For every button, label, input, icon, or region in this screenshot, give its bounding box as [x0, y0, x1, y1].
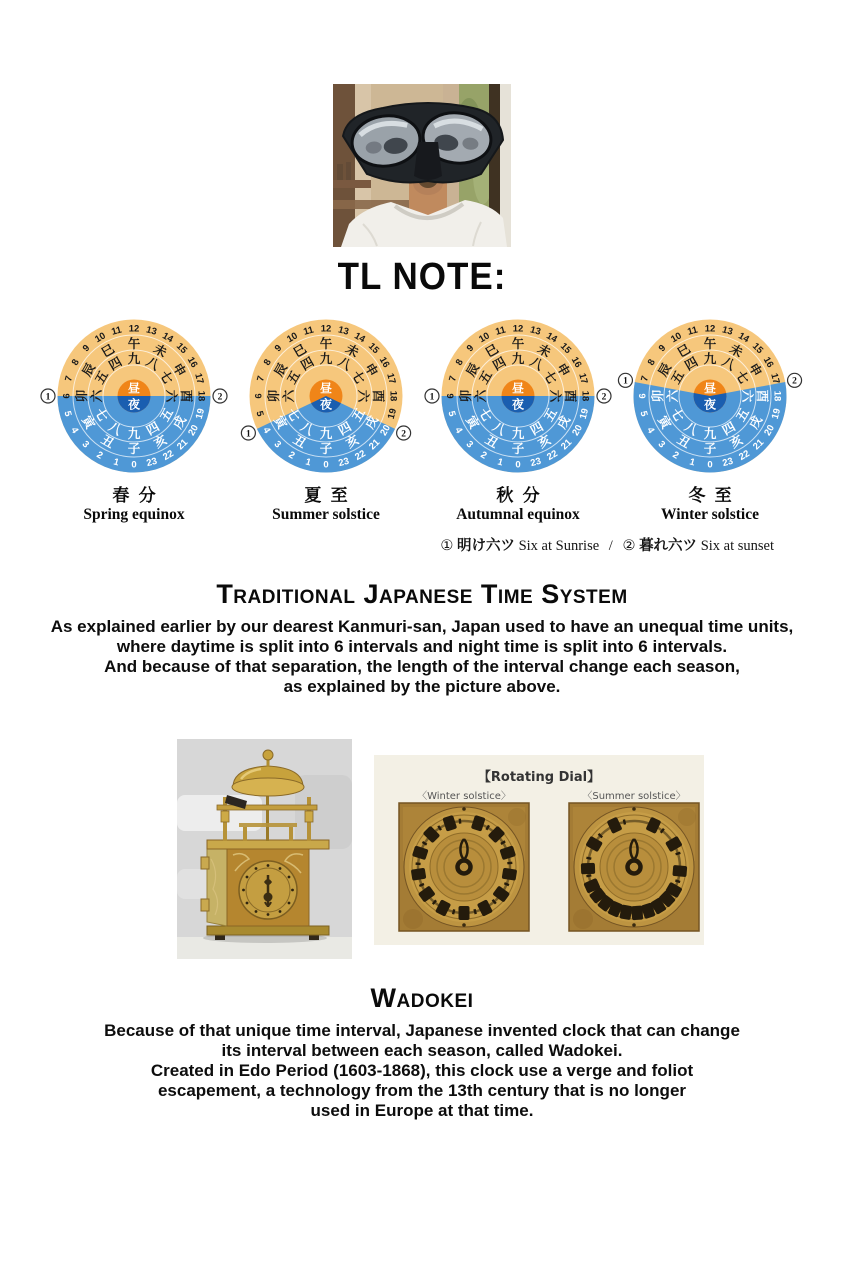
svg-text:辰: 辰 [270, 360, 291, 379]
svg-text:八: 八 [143, 353, 162, 374]
svg-text:9: 9 [656, 342, 669, 355]
svg-text:15: 15 [365, 340, 382, 357]
dial-group-winter [614, 319, 806, 524]
svg-text:五: 五 [732, 405, 752, 424]
svg-text:1: 1 [496, 456, 505, 469]
text-line: its interval between each season, called Wadokei. [221, 1041, 623, 1060]
sunrise-japanese-term: 明け六ツ [456, 538, 515, 554]
svg-text:子: 子 [319, 440, 333, 456]
season-dials-row [0, 319, 844, 524]
svg-text:20: 20 [378, 423, 394, 438]
svg-text:12: 12 [320, 323, 332, 335]
svg-text:18: 18 [387, 390, 399, 402]
svg-text:戌: 戌 [169, 413, 189, 432]
svg-text:七: 七 [732, 368, 753, 387]
svg-text:19: 19 [385, 407, 400, 421]
svg-text:3: 3 [655, 438, 668, 451]
svg-text:14: 14 [736, 330, 751, 346]
svg-text:四: 四 [106, 353, 125, 374]
svg-text:19: 19 [769, 407, 784, 421]
season-kanji-label: 春分 [112, 486, 166, 506]
page-title: TL NOTE: [337, 255, 507, 298]
svg-text:申: 申 [553, 360, 574, 379]
svg-text:9: 9 [272, 342, 285, 355]
svg-text:夜: 夜 [127, 397, 141, 412]
svg-text:1: 1 [429, 392, 435, 403]
time-system-paragraph [0, 617, 844, 697]
svg-text:昼: 昼 [703, 381, 717, 396]
svg-text:12: 12 [704, 323, 716, 335]
svg-text:六: 六 [740, 389, 756, 403]
svg-text:九: 九 [319, 350, 333, 366]
svg-text:21: 21 [175, 437, 191, 453]
svg-text:寅: 寅 [463, 413, 483, 432]
svg-text:23: 23 [721, 455, 735, 470]
svg-text:八: 八 [682, 418, 701, 438]
svg-text:四: 四 [682, 353, 701, 374]
svg-text:16: 16 [376, 355, 392, 370]
svg-text:丑: 丑 [482, 431, 501, 451]
text-line: Because of that unique time interval, Japanese invented clock that can change [104, 1021, 740, 1040]
svg-text:四: 四 [527, 418, 546, 438]
svg-text:4: 4 [260, 425, 273, 436]
circled-two-icon: ② [622, 538, 636, 554]
svg-text:0: 0 [707, 459, 713, 471]
svg-text:五: 五 [283, 368, 304, 387]
svg-text:1: 1 [623, 376, 628, 387]
svg-text:17: 17 [192, 372, 206, 386]
circled-one-icon: ① [440, 538, 454, 554]
summer-solstice-dial-diagram [230, 319, 422, 478]
svg-text:九: 九 [703, 425, 717, 441]
svg-text:酉: 酉 [755, 389, 771, 403]
svg-text:6: 6 [637, 393, 649, 399]
season-kanji-label: 冬至 [688, 486, 742, 506]
svg-text:四: 四 [143, 418, 162, 438]
svg-text:22: 22 [737, 448, 752, 464]
sunrise-english-term: Six at Sunrise [518, 538, 600, 554]
headlight-man-photo [333, 84, 511, 247]
sunset-marker-icon [788, 373, 802, 387]
svg-text:16: 16 [184, 355, 200, 370]
svg-text:九: 九 [127, 425, 141, 441]
clock-side-panel [207, 845, 227, 926]
svg-text:戌: 戌 [553, 413, 573, 432]
svg-text:四: 四 [335, 418, 354, 438]
dial-group-summer [230, 319, 422, 524]
svg-text:四: 四 [298, 353, 317, 374]
svg-text:10: 10 [285, 330, 300, 346]
svg-text:申: 申 [361, 360, 382, 379]
svg-text:12: 12 [128, 323, 140, 335]
svg-text:寅: 寅 [79, 413, 99, 432]
svg-text:15: 15 [173, 340, 190, 357]
svg-text:19: 19 [577, 407, 592, 421]
svg-text:亥: 亥 [727, 431, 746, 451]
wadokei-heading: Wadokei [370, 983, 474, 1013]
sunrise-marker-icon [618, 373, 632, 387]
svg-text:申: 申 [745, 360, 766, 379]
sunset-japanese-term: 暮れ六ツ [639, 538, 698, 554]
rotating-dial-photo [374, 755, 704, 945]
svg-text:11: 11 [686, 324, 699, 338]
svg-text:五: 五 [156, 405, 176, 424]
svg-text:酉: 酉 [563, 389, 579, 403]
svg-text:未: 未 [343, 340, 362, 361]
sunrise-sunset-legend [0, 534, 774, 555]
svg-text:巳: 巳 [290, 340, 309, 361]
svg-text:17: 17 [384, 372, 398, 386]
svg-text:10: 10 [477, 330, 492, 346]
svg-text:23: 23 [145, 455, 159, 470]
svg-text:19: 19 [193, 407, 208, 421]
summer-solstice-plate-label: 〈Summer solstice〉 [581, 791, 686, 802]
svg-text:2: 2 [670, 449, 681, 462]
svg-text:亥: 亥 [151, 431, 170, 451]
svg-text:子: 子 [511, 440, 525, 456]
svg-text:丑: 丑 [290, 431, 309, 451]
svg-text:六: 六 [88, 389, 104, 403]
svg-text:丑: 丑 [674, 431, 693, 451]
svg-text:酉: 酉 [179, 389, 195, 403]
svg-text:21: 21 [559, 437, 575, 453]
svg-text:八: 八 [335, 353, 354, 374]
sunrise-marker-icon [241, 426, 255, 440]
svg-text:昼: 昼 [511, 381, 525, 396]
svg-text:21: 21 [751, 437, 767, 453]
svg-text:六: 六 [280, 389, 296, 403]
svg-text:6: 6 [253, 393, 265, 399]
svg-text:六: 六 [164, 389, 180, 403]
svg-text:9: 9 [80, 342, 93, 355]
svg-text:八: 八 [527, 353, 546, 374]
autumnal-equinox-dial-diagram [422, 319, 614, 478]
svg-text:7: 7 [255, 374, 268, 383]
svg-text:四: 四 [490, 353, 509, 374]
svg-text:8: 8 [69, 357, 82, 368]
svg-text:2: 2 [401, 429, 406, 440]
svg-text:九: 九 [127, 350, 141, 366]
svg-text:午: 午 [319, 335, 333, 351]
svg-text:2: 2 [792, 376, 797, 387]
svg-text:3: 3 [79, 438, 92, 451]
svg-text:亥: 亥 [535, 431, 554, 451]
svg-text:八: 八 [298, 418, 317, 438]
svg-text:午: 午 [127, 335, 141, 351]
sunset-marker-icon [213, 389, 227, 403]
svg-text:13: 13 [144, 324, 158, 338]
svg-text:21: 21 [367, 437, 383, 453]
svg-text:14: 14 [160, 330, 175, 346]
text-line: where daytime is split into 6 intervals and night time is split into 6 intervals. [116, 637, 728, 656]
svg-text:0: 0 [515, 459, 521, 471]
svg-text:卯: 卯 [649, 389, 665, 403]
svg-text:辰: 辰 [78, 360, 99, 379]
svg-text:寅: 寅 [271, 413, 291, 432]
svg-text:20: 20 [186, 423, 202, 438]
svg-text:17: 17 [768, 372, 782, 386]
svg-text:23: 23 [529, 455, 543, 470]
svg-text:5: 5 [445, 409, 458, 418]
dial-group-autumn [422, 319, 614, 524]
svg-text:9: 9 [464, 342, 477, 355]
svg-text:13: 13 [336, 324, 350, 338]
svg-text:七: 七 [284, 405, 304, 424]
sunrise-marker-icon [41, 389, 55, 403]
svg-text:戌: 戌 [745, 413, 765, 432]
season-english-label: Summer solstice [272, 506, 380, 523]
text-line: Created in Edo Period (1603-1868), this clock use a verge and foliot [150, 1061, 694, 1080]
svg-text:5: 5 [637, 409, 650, 418]
svg-text:0: 0 [131, 459, 137, 471]
svg-text:夜: 夜 [511, 397, 525, 412]
svg-text:八: 八 [106, 418, 125, 438]
svg-text:14: 14 [352, 330, 367, 346]
svg-text:七: 七 [540, 368, 561, 387]
svg-text:1: 1 [688, 456, 697, 469]
svg-text:3: 3 [463, 438, 476, 451]
svg-text:辰: 辰 [654, 360, 675, 379]
svg-text:6: 6 [61, 393, 73, 399]
svg-text:15: 15 [557, 340, 574, 357]
svg-text:九: 九 [511, 425, 525, 441]
svg-text:八: 八 [490, 418, 509, 438]
text-line: And because of that separation, the length of the interval change each season, [104, 657, 740, 676]
svg-text:20: 20 [570, 423, 586, 438]
time-system-heading: Traditional Japanese Time System [216, 579, 628, 609]
svg-text:1: 1 [112, 456, 121, 469]
winter-dial-plate [399, 803, 529, 931]
wadokei-clock-photo [177, 739, 352, 959]
svg-text:寅: 寅 [655, 413, 675, 432]
svg-text:7: 7 [639, 374, 652, 383]
svg-text:1: 1 [45, 392, 51, 403]
svg-text:四: 四 [719, 418, 738, 438]
svg-text:未: 未 [535, 340, 554, 361]
svg-text:6: 6 [445, 393, 457, 399]
svg-text:午: 午 [703, 335, 717, 351]
sunrise-marker-icon [425, 389, 439, 403]
svg-text:未: 未 [727, 340, 746, 361]
svg-text:九: 九 [511, 350, 525, 366]
svg-text:巳: 巳 [674, 340, 693, 361]
svg-text:14: 14 [544, 330, 559, 346]
svg-text:4: 4 [452, 425, 465, 436]
svg-text:2: 2 [286, 449, 297, 462]
svg-text:17: 17 [576, 372, 590, 386]
svg-text:7: 7 [447, 374, 460, 383]
svg-text:亥: 亥 [343, 431, 362, 451]
svg-text:16: 16 [760, 355, 776, 370]
rotating-dial-title: 【Rotating Dial】 [477, 770, 600, 785]
foliot-bar [217, 805, 317, 810]
svg-text:七: 七 [668, 405, 688, 424]
svg-text:九: 九 [319, 425, 333, 441]
svg-text:16: 16 [568, 355, 584, 370]
svg-text:15: 15 [749, 340, 766, 357]
svg-text:2: 2 [601, 392, 607, 403]
winter-solstice-dial-diagram [614, 319, 806, 478]
svg-text:2: 2 [478, 449, 489, 462]
text-line: used in Europe at that time. [310, 1101, 534, 1120]
svg-text:1: 1 [246, 429, 251, 440]
svg-text:七: 七 [348, 368, 369, 387]
svg-text:18: 18 [195, 390, 207, 402]
svg-text:23: 23 [337, 455, 351, 470]
svg-text:卯: 卯 [73, 389, 89, 403]
svg-text:22: 22 [545, 448, 560, 464]
svg-text:3: 3 [271, 438, 284, 451]
svg-text:12: 12 [512, 323, 524, 335]
svg-text:4: 4 [644, 425, 657, 436]
svg-text:20: 20 [762, 423, 778, 438]
svg-text:七: 七 [92, 405, 112, 424]
svg-text:13: 13 [720, 324, 734, 338]
text-line: As explained earlier by our dearest Kanmuri-san, Japan used to have an unequal time units, [50, 617, 794, 636]
svg-text:未: 未 [151, 340, 170, 361]
svg-text:五: 五 [475, 368, 496, 387]
text-line: escapement, a technology from the 13th century that is no longer [157, 1081, 687, 1100]
svg-text:7: 7 [63, 374, 76, 383]
svg-text:18: 18 [771, 390, 783, 402]
svg-text:8: 8 [645, 357, 658, 368]
season-english-label: Autumnal equinox [456, 506, 580, 523]
svg-text:九: 九 [703, 350, 717, 366]
svg-text:巳: 巳 [98, 340, 117, 361]
svg-text:申: 申 [169, 360, 190, 379]
svg-text:子: 子 [127, 440, 141, 456]
svg-text:六: 六 [548, 389, 564, 403]
spring-equinox-dial-diagram [38, 319, 230, 478]
svg-text:18: 18 [579, 390, 591, 402]
svg-text:午: 午 [511, 335, 525, 351]
summer-dial-plate [569, 803, 699, 931]
season-kanji-label: 秋分 [496, 486, 550, 506]
winter-solstice-plate-label: 〈Winter solstice〉 [416, 791, 511, 802]
svg-text:4: 4 [68, 425, 81, 436]
svg-text:辰: 辰 [462, 360, 483, 379]
svg-text:11: 11 [494, 324, 507, 338]
svg-text:六: 六 [356, 389, 372, 403]
svg-text:夜: 夜 [319, 397, 333, 412]
svg-text:0: 0 [323, 459, 329, 471]
svg-text:七: 七 [476, 405, 496, 424]
svg-text:2: 2 [217, 392, 223, 403]
svg-text:2: 2 [94, 449, 105, 462]
svg-text:五: 五 [540, 405, 560, 424]
sunset-marker-icon [397, 426, 411, 440]
wadokei-photos-row [36, 739, 844, 959]
svg-text:丑: 丑 [98, 431, 117, 451]
text-line: as explained by the picture above. [283, 677, 561, 696]
svg-text:10: 10 [669, 330, 684, 346]
legend-separator: / [608, 538, 613, 554]
svg-text:五: 五 [667, 368, 688, 387]
svg-text:5: 5 [61, 409, 74, 418]
svg-text:1: 1 [304, 456, 313, 469]
svg-text:11: 11 [302, 324, 315, 338]
svg-text:卯: 卯 [265, 389, 281, 403]
wadokei-paragraph [0, 1021, 844, 1121]
svg-text:七: 七 [156, 368, 177, 387]
svg-text:8: 8 [261, 357, 274, 368]
svg-text:昼: 昼 [319, 381, 333, 396]
season-english-label: Spring equinox [83, 506, 185, 523]
svg-text:13: 13 [528, 324, 542, 338]
season-kanji-label: 夏至 [304, 486, 358, 506]
svg-text:五: 五 [348, 405, 368, 424]
svg-text:戌: 戌 [361, 413, 381, 432]
svg-text:子: 子 [703, 440, 717, 456]
svg-text:11: 11 [110, 324, 123, 338]
svg-text:巳: 巳 [482, 340, 501, 361]
svg-text:8: 8 [453, 357, 466, 368]
svg-text:八: 八 [719, 353, 738, 374]
svg-text:六: 六 [472, 389, 488, 403]
svg-text:五: 五 [91, 368, 112, 387]
svg-text:昼: 昼 [127, 381, 141, 396]
sunset-marker-icon [597, 389, 611, 403]
svg-text:六: 六 [664, 389, 680, 403]
sunset-english-term: Six at sunset [700, 538, 774, 554]
svg-text:10: 10 [93, 330, 108, 346]
svg-text:22: 22 [161, 448, 176, 464]
dial-group-spring [38, 319, 230, 524]
svg-text:酉: 酉 [371, 389, 387, 403]
season-english-label: Winter solstice [660, 506, 759, 523]
svg-text:5: 5 [253, 409, 266, 418]
svg-text:夜: 夜 [703, 397, 717, 412]
svg-text:卯: 卯 [457, 389, 473, 403]
svg-text:22: 22 [353, 448, 368, 464]
